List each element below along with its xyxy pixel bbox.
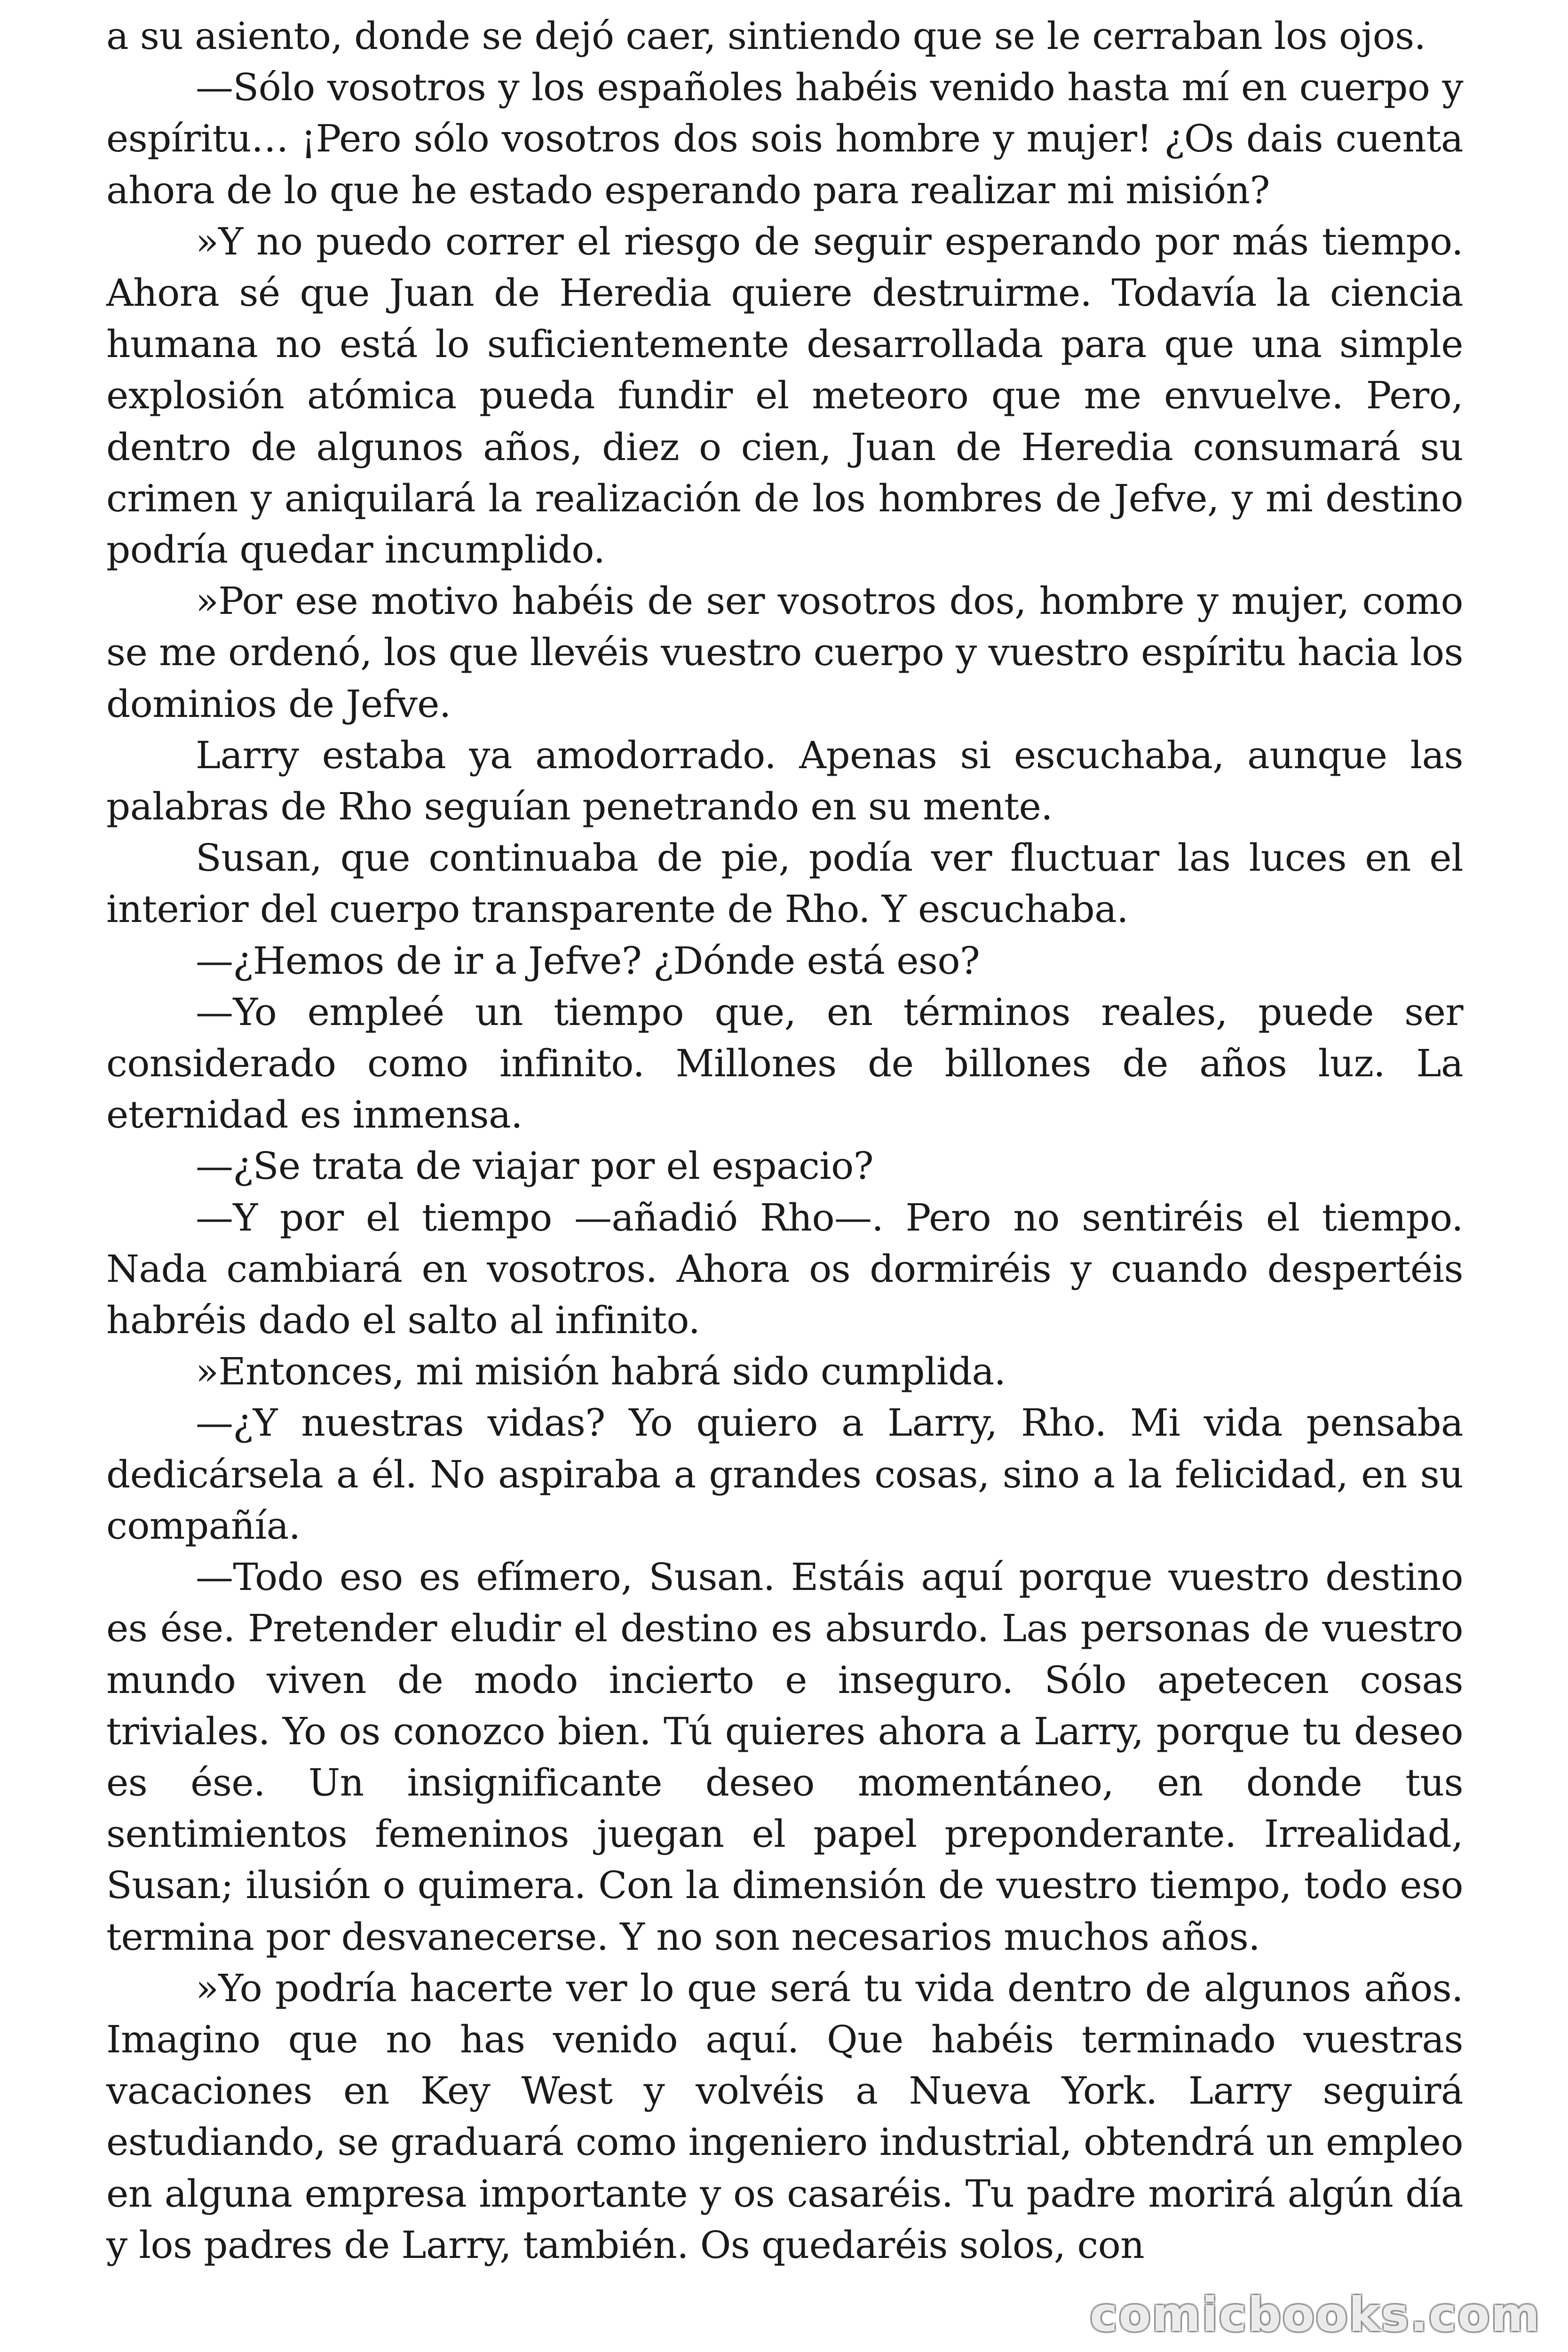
paragraph: Susan, que continuaba de pie, podía ver fluctuar las luces en el interior del cuerpo transparente de Rho. Y escuchaba. [106,836,1463,931]
paragraph: »Entonces, mi misión habrá sido cumplida. [196,1350,1006,1394]
paragraph: —Y por el tiempo —añadió Rho—. Pero no sentiréis el tiempo. Nada cambiará en vosotros. Ahora os dormiréis y cuando despertéis habréis dado el salto al infinito. [106,1195,1463,1343]
paragraph: —¿Se trata de viajar por el espacio? [196,1144,874,1188]
paragraph: »Yo podría hacerte ver lo que será tu vida dentro de algunos años. Imagino que no has venido aquí. Que habéis terminado vuestras vacaciones en Key West y volvéis a Nueva York. Larry seguirá estudiando, se graduará como ingeniero industrial, obtendrá un empleo en alguna empresa importante y os casaréis. Tu padre morirá algún día y los padres de Larry, también. Os quedaréis solos, con [106,1966,1463,2267]
paragraph: —¿Hemos de ir a Jefve? ¿Dónde está eso? [196,938,980,983]
book-page [106,10,1463,2325]
paragraph: —Yo empleé un tiempo que, en términos reales, puede ser considerado como infinito. Millones de billones de años luz. La eternidad es inmensa. [106,990,1463,1137]
watermark-logo: comicbooks.com [1090,2287,1541,2342]
paragraph: —¿Y nuestras vidas? Yo quiero a Larry, Rho. Mi vida pensaba dedicársela a él. No aspiraba a grandes cosas, sino a la felicidad, en su compañía. [106,1401,1463,1548]
paragraph: Larry estaba ya amodorrado. Apenas si escuchaba, aunque las palabras de Rho seguían penetrando en su mente. [106,733,1463,829]
paragraph: —Sólo vosotros y los españoles habéis venido hasta mí en cuerpo y espíritu… ¡Pero sólo vosotros dos sois hombre y mujer! ¿Os dais cuenta ahora de lo que he estado esperando para realizar mi misión? [106,65,1463,212]
paragraph: —Todo eso es efímero, Susan. Estáis aquí porque vuestro destino es ése. Pretender eludir el destino es absurdo. Las personas de vuestro mundo viven de modo incierto e inseguro. Sólo apetecen cosas triviales. Yo os conozco bien. Tú quieres ahora a Larry, porque tu deseo es ése. Un insignificante deseo momentáneo, en donde tus sentimientos femeninos juegan el papel preponderante. Irrealidad, Susan; ilusión o quimera. Con la dimensión de vuestro tiempo, todo eso termina por desvanecerse. Y no son necesarios muchos años. [106,1555,1463,1959]
paragraph: a su asiento, donde se dejó caer, sintiendo que se le cerraban los ojos. [106,14,1426,58]
paragraph: »Y no puedo correr el riesgo de seguir esperando por más tiempo. Ahora sé que Juan de Heredia quiere destruirme. Todavía la ciencia humana no está lo suficientemente desarrollada para que una simple explosión atómica pueda fundir el meteoro que me envuelve. Pero, dentro de algunos años, diez o cien, Juan de Heredia consumará su crimen y aniquilará la realización de los hombres de Jefve, y mi destino podría quedar incumplido. [106,219,1463,572]
paragraph: »Por ese motivo habéis de ser vosotros dos, hombre y mujer, como se me ordenó, los que llevéis vuestro cuerpo y vuestro espíritu hacia los dominios de Jefve. [106,579,1463,726]
